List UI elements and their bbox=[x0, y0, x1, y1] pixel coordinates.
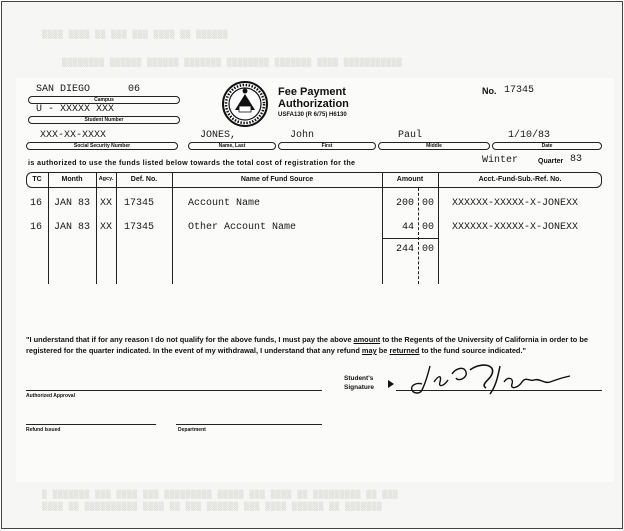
total-amount: 244 bbox=[395, 244, 414, 255]
statement-part1: "I understand that if for any reason I do not qualify for the above funds, I must pay the above bbox=[26, 335, 354, 344]
name-first-label-pill bbox=[278, 142, 376, 150]
ssn-value: XXX-XX-XXXX bbox=[40, 130, 107, 141]
uc-seal-icon bbox=[221, 80, 269, 128]
refund-issued-line bbox=[26, 424, 156, 425]
row2-fund-name: Other Account Name bbox=[188, 222, 297, 233]
statement-may-word: may bbox=[361, 346, 377, 355]
row1-cents: 00 bbox=[422, 198, 435, 209]
column-divider bbox=[116, 172, 117, 284]
name-last-label: Name, Last bbox=[218, 143, 246, 149]
column-divider bbox=[96, 172, 97, 284]
campus-label: Campus bbox=[94, 97, 114, 103]
header-tc: TC bbox=[32, 176, 42, 183]
header-acct: Acct.-Fund-Sub.-Ref. No. bbox=[478, 176, 562, 183]
form-title-line2: Authorization bbox=[278, 98, 349, 110]
quarter-year: 83 bbox=[570, 154, 583, 165]
statement-part3: be bbox=[376, 346, 390, 355]
row1-def-no: 17345 bbox=[124, 198, 155, 209]
cents-divider bbox=[418, 188, 419, 284]
liability-statement bbox=[26, 334, 606, 356]
total-cents: 00 bbox=[422, 244, 435, 255]
name-last-value: JONES, bbox=[200, 130, 237, 141]
department-label: Department bbox=[178, 427, 206, 433]
row1-amount: 200 bbox=[395, 198, 414, 209]
name-last-label-pill bbox=[188, 142, 276, 150]
student-signature-label-line2: Signature bbox=[344, 384, 374, 391]
student-number-label-pill bbox=[28, 116, 180, 124]
ssn-label-pill bbox=[26, 142, 178, 150]
student-signature-label bbox=[344, 374, 374, 392]
row1-fund-name: Account Name bbox=[188, 198, 261, 209]
bleed-through-text: ▒ ▒▒▒▒▒▒▒ ▒▒▒ ▒▒▒▒ ▒▒▒ ▒▒▒▒▒▒▒▒▒ ▒▒▒▒▒ ▒▒▒ ▒▒▒▒ ▒▒ ▒▒▒▒▒▒▒▒▒ ▒▒ ▒▒▒ bbox=[42, 490, 399, 499]
authorized-approval-line bbox=[26, 390, 322, 391]
quarter-value: Winter bbox=[482, 155, 519, 166]
row1-tc: 16 bbox=[30, 198, 43, 209]
form-number-label: No. bbox=[482, 86, 497, 96]
student-signature-label-line1: Student's bbox=[344, 375, 374, 382]
student-number-value: U - XXXXX XXX bbox=[36, 104, 115, 115]
date-label: Date bbox=[541, 143, 553, 149]
form-title bbox=[278, 86, 349, 110]
document-page bbox=[1, 1, 623, 529]
statement-amount-word: amount bbox=[353, 335, 381, 344]
statement-returned-word: returned bbox=[389, 346, 420, 355]
column-divider bbox=[172, 172, 173, 284]
header-def-no: Def. No. bbox=[130, 176, 158, 183]
row2-def-no: 17345 bbox=[124, 222, 155, 233]
form-number-value: 17345 bbox=[504, 85, 535, 96]
row1-month: JAN 83 bbox=[54, 198, 91, 209]
row2-month: JAN 83 bbox=[54, 222, 91, 233]
quarter-label: Quarter bbox=[538, 158, 564, 165]
department-line bbox=[176, 424, 322, 425]
header-agcy: Agcy. bbox=[98, 176, 114, 182]
bleed-through-text: ▒▒▒▒ ▒▒ ▒▒▒▒▒▒▒▒▒▒ ▒▒▒▒ ▒▒ ▒▒▒ ▒▒▒▒▒▒ ▒▒▒ ▒▒▒▒ ▒▒▒▒▒▒ ▒▒ ▒▒▒▒▒▒▒ bbox=[42, 502, 383, 511]
row2-amount: 44 bbox=[401, 222, 414, 233]
header-fund-source: Name of Fund Source bbox=[240, 176, 314, 183]
bleed-through-text: ▒▒▒▒▒▒▒▒ ▒▒▒▒▒▒ ▒▒▒▒▒▒ ▒▒▒▒▒▒▒ ▒▒▒▒▒▒▒▒ ▒▒▒▒▒▒▒ ▒▒▒▒ ▒▒▒▒▒▒▒▒▒▒▒ bbox=[62, 58, 403, 67]
column-divider bbox=[48, 172, 49, 284]
campus-label-pill bbox=[28, 96, 180, 104]
header-month: Month bbox=[61, 176, 83, 183]
date-value: 1/10/83 bbox=[508, 130, 551, 141]
header-amount: Amount bbox=[396, 176, 424, 183]
fund-table bbox=[26, 172, 602, 284]
row2-cents: 00 bbox=[422, 222, 435, 233]
student-signature-drawing bbox=[400, 360, 580, 400]
refund-issued-label: Refund Issued bbox=[26, 427, 61, 433]
form-title-line1: Fee Payment bbox=[278, 86, 346, 98]
name-middle-label-pill bbox=[378, 142, 490, 150]
column-divider bbox=[382, 172, 383, 284]
row1-acct: XXXXXX-XXXXX-X-JONEXX bbox=[452, 198, 579, 209]
date-label-pill bbox=[492, 142, 602, 150]
name-middle-label: Middle bbox=[426, 143, 442, 149]
form-code: USFA130 (R 6/75) H6130 bbox=[278, 112, 347, 118]
row2-acct: XXXXXX-XXXXX-X-JONEXX bbox=[452, 222, 579, 233]
name-first-label: First bbox=[321, 143, 333, 149]
authorization-sentence: is authorized to use the funds listed below towards the total cost of registration for the bbox=[28, 158, 356, 167]
campus-code: 06 bbox=[128, 84, 141, 95]
name-middle-value: Paul bbox=[398, 130, 423, 141]
fee-payment-form bbox=[16, 78, 614, 482]
name-first-value: John bbox=[290, 130, 315, 141]
ssn-label: Social Security Number bbox=[73, 143, 131, 149]
column-divider bbox=[438, 172, 439, 284]
row1-agcy: XX bbox=[100, 198, 113, 209]
total-rule bbox=[382, 238, 438, 239]
arrow-pointer-icon bbox=[388, 380, 394, 388]
row2-tc: 16 bbox=[30, 222, 43, 233]
campus-value: SAN DIEGO bbox=[36, 84, 91, 95]
student-number-label: Student Number bbox=[84, 117, 124, 123]
row2-agcy: XX bbox=[100, 222, 113, 233]
bleed-through-text: ▒▒▒▒ ▒▒▒▒ ▒▒ ▒▒▒ ▒▒▒ ▒▒▒▒ ▒▒ ▒▒▒▒▒▒ bbox=[42, 30, 229, 39]
authorized-approval-label: Authorized Approval bbox=[26, 393, 75, 399]
statement-part2: to the Regents of the University of California in order to be registered for the quarter indicated. In the event of my withdrawal, I understand that any refund bbox=[26, 335, 588, 355]
statement-part4: to the fund source indicated." bbox=[419, 346, 527, 355]
